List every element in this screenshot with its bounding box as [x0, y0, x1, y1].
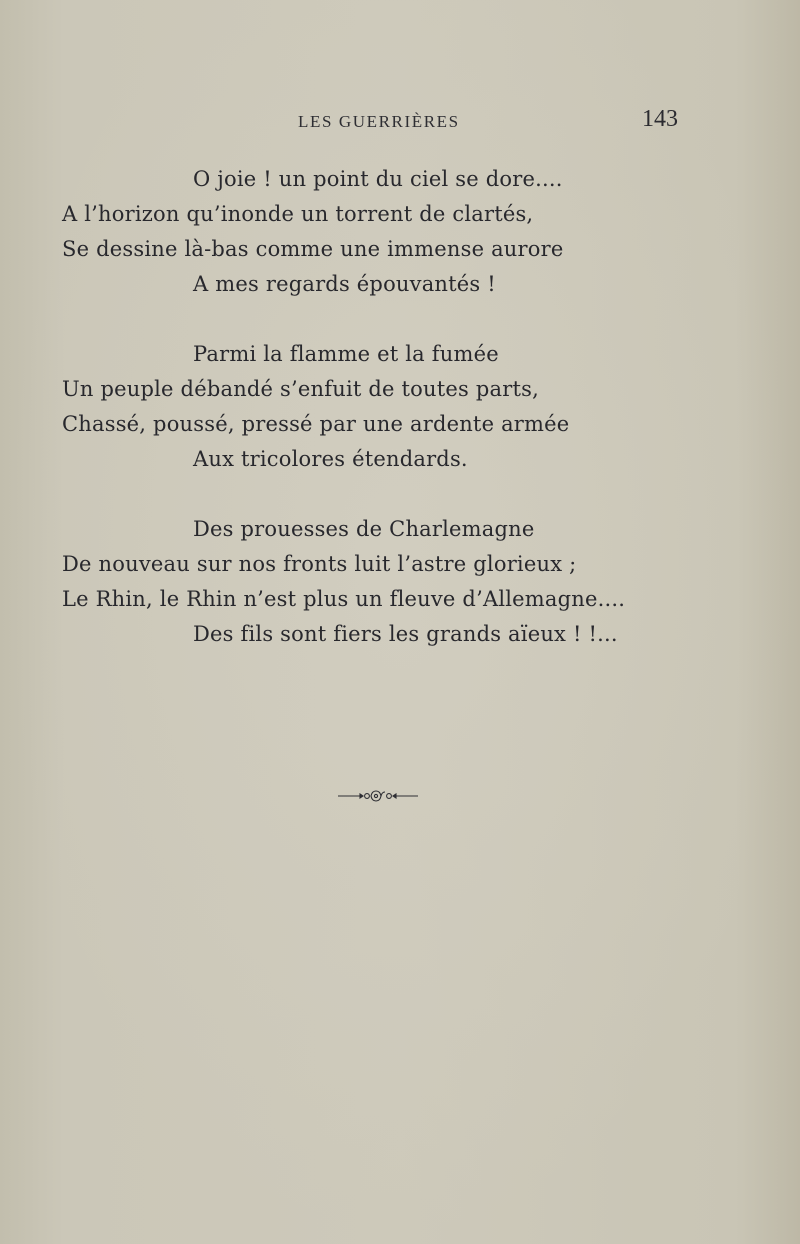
verse-line: Chassé, poussé, pressé par une ardente armée	[62, 412, 570, 436]
verse-line: A l’horizon qu’inonde un torrent de clartés,	[62, 202, 534, 226]
running-head-title: LES GUERRIÈRES	[298, 112, 460, 131]
verse-line: Aux tricolores étendards.	[193, 447, 468, 471]
verse-line: A mes regards épouvantés !	[193, 272, 496, 296]
verse-line: Se dessine là-bas comme une immense aurore	[62, 237, 564, 261]
verse-line: Des fils sont fiers les grands aïeux ! !...	[193, 622, 618, 646]
verse-line: Parmi la flamme et la fumée	[193, 342, 499, 366]
verse-line: Des prouesses de Charlemagne	[193, 517, 535, 541]
verse-line: O joie ! un point du ciel se dore....	[193, 167, 563, 191]
verse-line: De nouveau sur nos fronts luit l’astre glorieux ;	[62, 552, 577, 576]
running-head	[0, 108, 800, 138]
verse-line: Le Rhin, le Rhin n’est plus un fleuve d’Allemagne....	[62, 587, 626, 611]
verse-line: Un peuple débandé s’enfuit de toutes parts,	[62, 377, 539, 401]
page-number: 143	[642, 106, 678, 132]
ornamental-divider-icon	[336, 786, 420, 806]
